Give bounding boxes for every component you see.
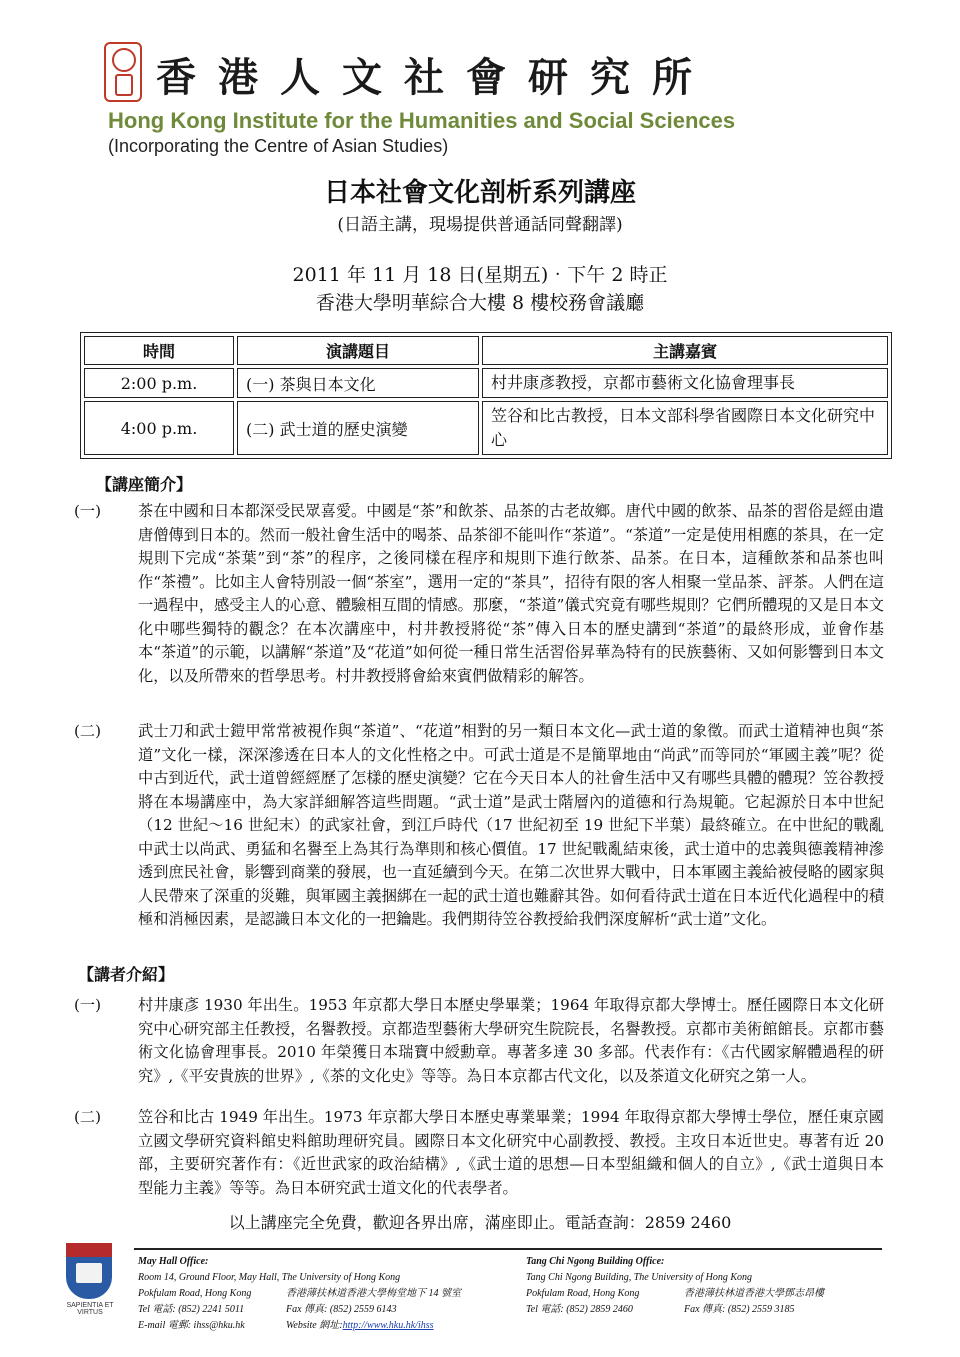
session-speaker: 村井康彥教授，京都市藝術文化協會理事長 [482,368,888,398]
session-topic: (一) 茶與日本文化 [237,368,479,398]
item-number: (二) [74,1108,102,1126]
lecture-language-note: (日語主講，現場提供普通話同聲翻譯) [337,215,623,235]
item-text: 茶在中國和日本都深受民眾喜愛。中國是“茶”和飲茶、品茶的古老故鄉。唐代中國的飲茶、品茶的習俗是經由遣唐僧傳到日本的。然而一般社會生活中的喝茶、品茶卻不能叫作“茶道”。“茶道”一定是使用相應的茶具，在一定規則下完成“茶葉”到“茶”的程序，之後同樣在程序和規則下進行飲茶、品茶。在日本，這種飲茶和品茶也叫作“茶禮”。比如主人會特別設一個“茶室”，選用一定的“茶具”，招待有限的客人相聚一堂品茶、評茶。人們在這一過程中，感受主人的心意、體驗相互間的情感。那麼，“茶道”儀式究竟有哪些規則？它們所體現的又是日本文化中哪些獨特的觀念？在本次講座中，村井教授將從“茶”傳入日本的歷史講到“茶道”的最終形成，並會作基本“茶道”的示範，以講解“茶道”及“花道”如何從一種日常生活習俗昇華為特有的民族藝術、又如何影響到日本文化，以及所帶來的哲學思考。村井教授將會給來賓們做精彩的解答。 [138,502,884,685]
col-header-topic: 演講題目 [237,336,479,365]
tangchi-address-cn: 香港薄扶林道香港大學鄧志昂樓 [684,1288,824,1299]
free-admission-notice: 以上講座完全免費，歡迎各界出席，滿座即止。電話查詢：2859 2460 [228,1213,732,1232]
tangchi-heading: Tang Chi Ngong Building Office: [526,1256,665,1267]
item-text: 笠谷和比古 1949 年出生。1973 年京都大學日本歷史專業畢業；1994 年取得京都大學博士學位，歷任東京國立國文學研究資料館史料館助理研究員。國際日本文化研究中心副教授、教授。主攻日本近世史。專著有近 20 部，主要研究著作有：《近世武家的政治結構》,《武士道的思想—日本型組織和個人的自立》,《武士道與日本型能力主義》等等。為日本研究武士道文化的代表學者。 [138,1108,884,1197]
event-venue: 香港大學明華綜合大樓 8 樓校務會議廳 [315,292,645,314]
list-item [74,500,884,688]
col-header-speaker: 主講嘉賓 [482,336,888,365]
mayhall-fax: Fax 傳真: (852) 2559 6143 [286,1304,397,1315]
item-number: (二) [74,722,102,740]
col-header-time: 時間 [84,336,234,365]
schedule-header-row [84,336,888,365]
lecture-series-title: 日本社會文化剖析系列講座 [323,178,636,208]
mayhall-office-contact [138,1254,518,1334]
mayhall-tel: Tel 電話: (852) 2241 5011 [138,1304,245,1315]
item-number: (一) [74,502,102,520]
session-topic: (二) 武士道的歷史演變 [237,401,479,455]
schedule-table [80,332,892,459]
item-text: 武士刀和武士鎧甲常常被視作與“茶道”、“花道”相對的另一類日本文化—武士道的象徵。而武士道精神也與“茶道”文化一樣，深深滲透在日本人的文化性格之中。可武士道是不是簡單地由“尚武”而等同於“軍國主義”呢？從中古到近代，武士道曾經經歷了怎樣的歷史演變？它在今天日本人的社會生活中又有哪些具體的體現？笠谷教授將在本場講座中，為大家詳細解答這些問題。“武士道”是武士階層內的道德和行為規範。它起源於日本中世紀（12 世紀～16 世紀末）的武家社會，到江戶時代（17 世紀初至 19 世紀下半葉）最終確立。在中世紀的戰亂中武士以尚武、勇猛和名譽至上為其行為準則和核心價值。17 世紀戰亂結束後，武士道中的忠義與德義精神滲透到庶民社會，影響到商業的發展，也一直延續到今天。在第二次世界大戰中，日本軍國主義給被侵略的國家與人民帶來了深重的災難，與軍國主義捆綁在一起的武士道也難辭其咎。如何看待武士道在日本近代化過程中的積極和消極因素，是認識日本文化的一把鑰匙。我們期待笠谷教授給我們深度解析“武士道”文化。 [138,722,884,928]
mayhall-email: E-mail 電郵: ihss@hku.hk [138,1320,245,1331]
tangchi-tel: Tel 電話: (852) 2859 2460 [526,1304,633,1315]
institute-seal-logo [104,42,142,102]
item-number: (一) [74,996,102,1014]
speakers-heading: 【講者介紹】 [78,965,175,984]
tangchi-office-contact [526,1254,886,1318]
intro-heading: 【講座簡介】 [96,475,193,494]
table-row [84,401,888,455]
footer-divider [134,1248,882,1250]
institute-name-english: Hong Kong Institute for the Humanities and Social Sciences [108,108,736,133]
session-time: 2:00 p.m. [84,368,234,398]
item-text: 村井康彥 1930 年出生。1953 年京都大學日本歷史學畢業；1964 年取得京都大學博士。歷任國際日本文化研究中心研究部主任教授，名譽教授。京都造型藝術大學研究生院院長，名譽教授。京都市美術館館長。京都市藝術文化協會理事長。2010 年榮獲日本瑞寶中綬勳章。專著多達 30 多部。代表作有：《古代國家解體過程的研究》,《平安貴族的世界》,《茶的文化史》等等。為日本京都古代文化，以及茶道文化研究之第一人。 [138,996,884,1085]
website-label: Website 網址: [286,1320,343,1331]
tangchi-address-2: Pokfulam Road, Hong Kong [526,1288,640,1299]
table-row [84,368,888,398]
crest-motto: SAPIENTIA ET VIRTUS [66,1302,114,1316]
mayhall-address-1: Room 14, Ground Floor, May Hall, The University of Hong Kong [138,1272,401,1283]
session-speaker: 笠谷和比古教授，日本文部科學省國際日本文化研究中心 [482,401,888,455]
institute-subtitle: (Incorporating the Centre of Asian Studies) [108,136,449,156]
session-time: 4:00 p.m. [84,401,234,455]
list-item [74,994,884,1088]
mayhall-address-cn: 香港薄扶林道香港大學梅堂地下 14 號室 [286,1288,461,1299]
list-item [74,1106,884,1200]
mayhall-address-2: Pokfulam Road, Hong Kong [138,1288,252,1299]
hku-crest-icon [66,1243,112,1299]
tangchi-address-1: Tang Chi Ngong Building, The University of Hong Kong [526,1272,753,1283]
institute-name-chinese: 香港人文社會研究所 [156,54,714,101]
website-link[interactable]: http://www.hku.hk/ihss [342,1320,434,1331]
mayhall-heading: May Hall Office: [138,1256,209,1267]
tangchi-fax: Fax 傳真: (852) 2559 3185 [684,1304,795,1315]
event-date: 2011 年 11 月 18 日(星期五)‧下午 2 時正 [292,264,668,286]
list-item [74,720,884,932]
